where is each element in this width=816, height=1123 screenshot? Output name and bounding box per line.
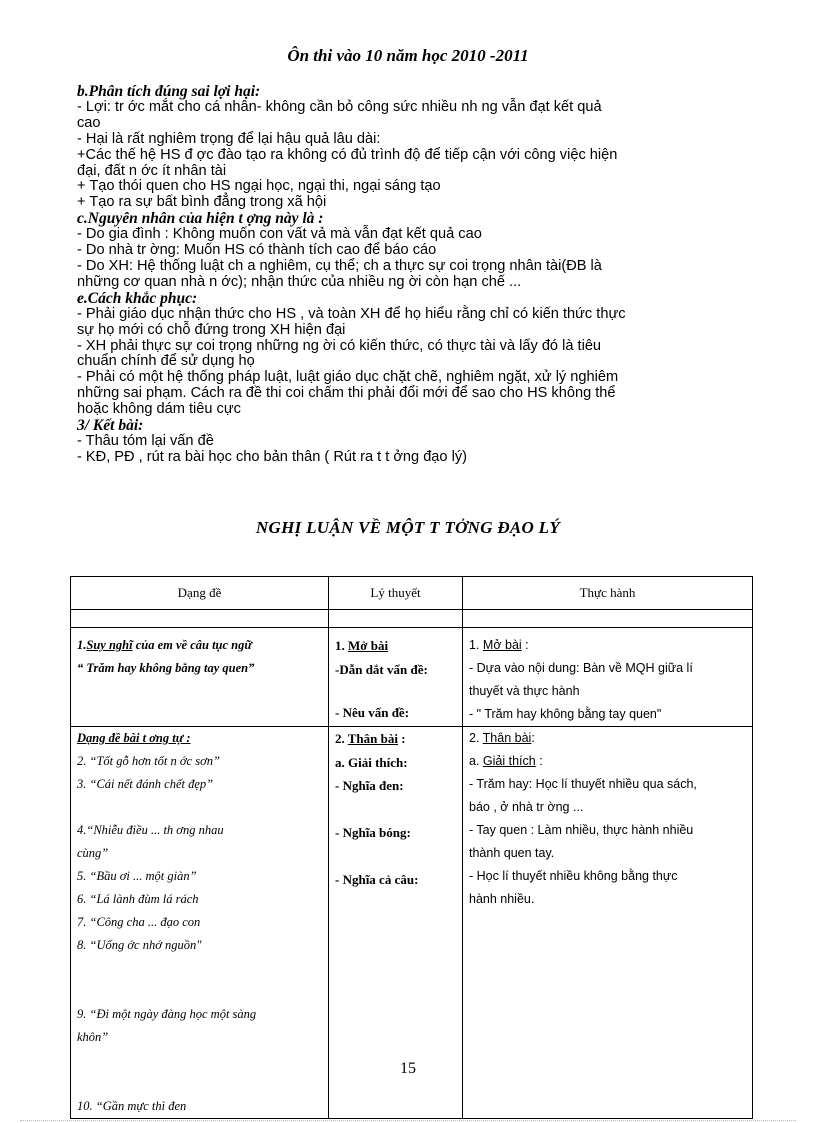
similar-topic-item: 4.“Nhiễu điều ... th ơng nhau xyxy=(77,823,224,837)
table-header-row xyxy=(71,577,753,610)
theory-item xyxy=(335,845,456,869)
body-line: + Tạo thói quen cho HS ngại học, ngại thi, ngại sáng tạo xyxy=(77,178,441,195)
body-line: - Do gia đình : Không muốn con vất vả mà vẫn đạt kết quả cao xyxy=(77,226,482,243)
practice-line: thuyết và thực hành xyxy=(469,684,580,698)
practice-item: - Học lí thuyết nhiều không bằng thực xyxy=(469,869,678,883)
similar-topic-item: 10. “Gần mực thì đen xyxy=(77,1099,187,1113)
practice-line: - " Trăm hay không bằng tay quen" xyxy=(469,707,662,721)
topic-text: của em về câu tục ngữ xyxy=(132,638,252,652)
table-row xyxy=(71,628,753,727)
body-line: cao xyxy=(77,114,101,131)
theory-num: 2. xyxy=(335,731,348,746)
practice-cell-intro xyxy=(463,628,753,727)
practice-mo-bai: Mở bài xyxy=(482,638,522,652)
body-line: - KĐ, PĐ , rút ra bài học cho bản thân ( Rút ra t t ởng đạo lý) xyxy=(77,448,467,465)
topic-proverb: “ Trăm hay không bằng tay quen” xyxy=(77,661,255,675)
body-line: - Hại là rất nghiêm trọng để lại hậu quả lâu dài: xyxy=(77,130,381,147)
similar-topic-item xyxy=(77,796,322,819)
similar-topic-item: 6. “Lá lành đùm lá rách xyxy=(77,892,199,906)
body-line: những cơ quan nhà n ớc); nhận thức của nhiều ng ời còn hạn chế ... xyxy=(77,273,522,290)
body-line: sự họ mới có chỗ đứng trong XH hiện đại xyxy=(77,321,346,338)
practice-than-bai: Thân bài xyxy=(482,731,532,745)
body-line: - Do nhà tr ờng: Muốn HS có thành tích cao để báo cáo xyxy=(77,242,437,259)
practice-item: - Trăm hay: Học lí thuyết nhiều qua sách, xyxy=(469,777,697,791)
similar-topic-item: cùng” xyxy=(77,846,109,860)
body-line: + Tạo ra sự bất bình đẳng trong xã hội xyxy=(77,194,327,211)
theory-num: 1. xyxy=(335,638,348,653)
body-line: chuẩn chính để sử dụng họ xyxy=(77,353,255,370)
practice-colon: : xyxy=(531,731,535,745)
theory-item: - Nghĩa cả câu: xyxy=(335,872,419,887)
outline-table xyxy=(70,576,753,1119)
practice-item: hành nhiều. xyxy=(469,892,535,906)
table-spacer-row xyxy=(71,610,753,628)
body-line: hoặc không dám tiêu cực xyxy=(77,401,241,418)
body-line: những sai phạm. Cách ra đề thi coi chấm thi phải đổi mới để sao cho HS không thể xyxy=(77,385,616,402)
similar-topic-item: khôn” xyxy=(77,1030,109,1044)
similar-topic-item: 3. “Cái nết đánh chết đẹp” xyxy=(77,777,214,791)
theory-mo-bai: Mở bài xyxy=(348,638,389,653)
similar-topic-item xyxy=(77,980,322,1003)
practice-num: 2. xyxy=(469,731,483,745)
page-number: 15 xyxy=(400,1060,416,1077)
body-line: đại, đất n ớc ít nhân tài xyxy=(77,162,227,179)
body-heading: b.Phân tích đúng sai lợi hại: xyxy=(77,83,261,100)
similar-topic-item: 5. “Bầu ơi ... một giàn” xyxy=(77,869,197,883)
practice-a-prefix: a. xyxy=(469,754,483,768)
theory-dan-dat: -Dẫn dắt vấn đề: xyxy=(335,661,428,677)
practice-colon: : xyxy=(535,754,543,768)
practice-item: thành quen tay. xyxy=(469,846,555,860)
practice-line: - Dựa vào nội dung: Bàn về MQH giữa lí xyxy=(469,661,693,675)
body-line: - XH phải thực sự coi trọng những ng ời có kiến thức, có thực tài và lấy đó là tiêu xyxy=(77,337,602,354)
body-heading: c.Nguyên nhân của hiện t ợng này là : xyxy=(77,210,324,228)
practice-item: - Tay quen : Làm nhiều, thực hành nhiều xyxy=(469,823,694,837)
body-line: - Phải có một hệ thống pháp luật, luật giáo dục chặt chẽ, nghiêm ngặt, xử lý nghiêm xyxy=(77,369,619,386)
header-ly-thuyet: Lý thuyết xyxy=(329,577,463,610)
theory-item xyxy=(335,798,456,822)
similar-topic-item xyxy=(77,957,322,980)
similar-topic-item: 7. “Công cha ... đạo con xyxy=(77,915,201,929)
similar-topic-item: 9. “Đi một ngày đàng học một sàng xyxy=(77,1007,257,1021)
body-line: +Các thế hệ HS đ ợc đào tạo ra không có đủ trình độ để tiếp cận với công việc hiện xyxy=(77,146,618,163)
theory-cell-intro xyxy=(329,628,463,727)
header-dang-de: Dạng đề xyxy=(71,577,329,610)
topic-keyword: Suy nghĩ xyxy=(86,638,133,652)
body-line: - Lợi: tr ớc mắt cho cá nhân- không cần bỏ công sức nhiều nh ng vẫn đạt kết quả xyxy=(77,98,602,115)
similar-topics-heading: Dạng đề bài t ơng tự : xyxy=(77,731,191,745)
similar-topic-item: 8. “Uống ớc nhớ nguồn" xyxy=(77,938,202,952)
theory-neu-van-de: - Nêu vấn đề: xyxy=(335,705,410,720)
practice-num: 1. xyxy=(469,638,483,652)
topic-number: 1. xyxy=(77,638,87,652)
footer-divider xyxy=(20,1120,796,1121)
theory-than-bai: Thân bài xyxy=(347,731,398,746)
body-heading: 3/ Kết bài: xyxy=(77,417,144,435)
practice-colon: : xyxy=(521,638,529,652)
theory-colon: : xyxy=(398,731,406,746)
body-line: - Thâu tóm lại vấn đề xyxy=(77,432,214,449)
body-line: - Phải giáo dục nhận thức cho HS , và toàn XH để họ hiểu rằng chỉ có kiến thức thực xyxy=(77,305,626,322)
topic-cell xyxy=(71,628,329,727)
theory-item: - Nghĩa bóng: xyxy=(335,825,411,840)
similar-topic-item: 2. “Tốt gỗ hơn tốt n ớc sơn” xyxy=(77,754,220,768)
section-title: NGHỊ LUẬN VỀ MỘT T TỞNG ĐẠO LÝ xyxy=(255,518,561,537)
body-heading: e.Cách khắc phục: xyxy=(77,289,198,307)
body-text xyxy=(77,84,737,466)
page-header-title: Ôn thi vào 10 năm học 2010 -2011 xyxy=(287,46,529,65)
body-line: - Do XH: Hệ thống luật ch a nghiêm, cụ thể; ch a thực sự coi trọng nhân tài(ĐB là xyxy=(77,257,602,274)
practice-item: báo , ở nhà tr ờng ... xyxy=(469,800,584,814)
header-thuc-hanh: Thực hành xyxy=(463,577,753,610)
practice-giai-thich: Giải thích xyxy=(482,754,536,768)
theory-item: - Nghĩa đen: xyxy=(335,778,404,793)
theory-item: a. Giải thích: xyxy=(335,754,408,770)
